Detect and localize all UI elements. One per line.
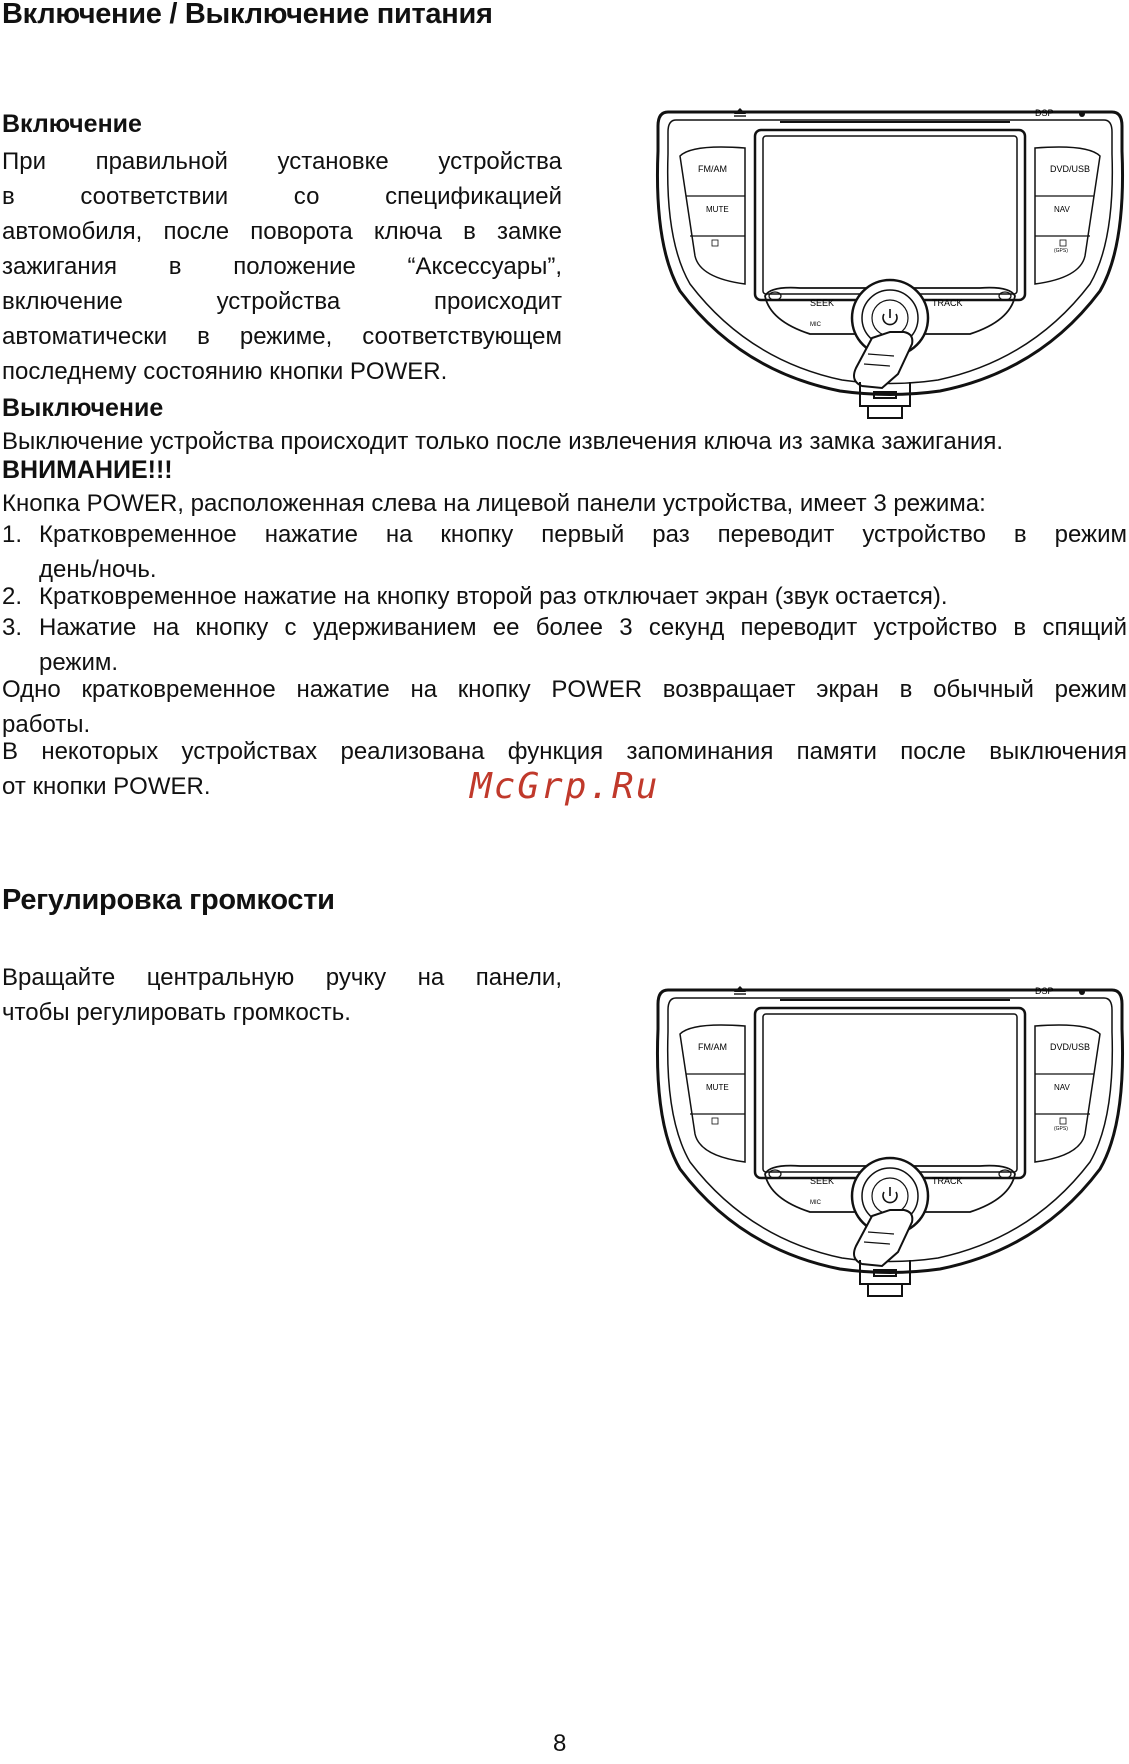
label-gps: (GPS): [1054, 248, 1068, 254]
section-on-line: в соответствии со спецификацией: [2, 183, 562, 210]
indicator-dot: [1079, 111, 1085, 117]
label-dvd-usb: DVD/USB: [1050, 164, 1091, 174]
watermark: McGrp.Ru: [470, 766, 660, 807]
section-volume-title: Регулировка громкости: [2, 884, 335, 916]
head-unit-illustration-volume: [650, 984, 1129, 1329]
label-track: TRACK: [932, 298, 963, 308]
list-number: 1.: [2, 521, 23, 548]
label-dvd-usb: DVD/USB: [1050, 1042, 1091, 1052]
label-mic: MIC: [810, 1200, 821, 1206]
map-card-icon: [1060, 240, 1066, 246]
section-on-line: При правильной установке устройства: [2, 148, 562, 175]
section-on-body: [2, 144, 562, 389]
label-dsp: DSP: [1035, 986, 1054, 996]
list-line: режим.: [39, 649, 119, 676]
label-mic: MIC: [810, 322, 821, 328]
section-on-line: автомобиля, после поворота ключа в замке: [2, 218, 562, 245]
list-number: 3.: [2, 614, 23, 641]
paragraph-line: от кнопки POWER.: [2, 773, 211, 800]
paragraph-line: В некоторых устройствах реализована функция запоминания памяти после выключения: [2, 738, 1127, 765]
sd-card-icon: [712, 240, 718, 246]
section-on-line: включение устройства происходит: [2, 288, 562, 315]
section-on-line: зажигания в положение “Аксессуары”,: [2, 253, 562, 280]
section-off-line: Выключение устройства происходит только после извлечения ключа из замка зажигания.: [2, 428, 1004, 455]
label-mute: MUTE: [706, 1083, 729, 1092]
power-button-intro: Кнопка POWER, расположенная слева на лицевой панели устройства, имеет 3 режима:: [2, 490, 986, 517]
label-mute: MUTE: [706, 205, 729, 214]
page-title: Включение / Выключение питания: [2, 0, 493, 30]
paragraph-line: работы.: [2, 711, 91, 738]
list-item: [2, 517, 1127, 587]
warning-text: ВНИМАНИЕ!!!: [2, 456, 173, 484]
section-volume-line: Вращайте центральную ручку на панели,: [2, 964, 562, 991]
label-dsp: DSP: [1035, 108, 1054, 118]
paragraph-line: Одно кратковременное нажатие на кнопку POWER возвращает экран в обычный режим: [2, 676, 1127, 703]
list-line: Кратковременное нажатие на кнопку первый раз переводит устройство в режим: [39, 521, 1127, 548]
sd-card-icon: [712, 1118, 718, 1124]
label-nav: NAV: [1054, 1083, 1070, 1092]
section-on-line: последнему состоянию кнопки POWER.: [2, 358, 448, 385]
label-nav: NAV: [1054, 205, 1070, 214]
list-item: [2, 610, 1127, 680]
list-line: Кратковременное нажатие на кнопку второй раз отключает экран (звук остается).: [39, 583, 948, 610]
section-volume-body: [2, 960, 562, 1030]
label-seek: SEEK: [810, 1176, 835, 1186]
label-fm-am: FM/AM: [698, 1042, 727, 1052]
label-seek: SEEK: [810, 298, 835, 308]
section-volume-line: чтобы регулировать громкость.: [2, 999, 351, 1026]
list-number: 2.: [2, 583, 23, 610]
label-fm-am: FM/AM: [698, 164, 727, 174]
paragraph-screen-restore: [2, 672, 1127, 742]
list-item: [2, 579, 1127, 614]
list-line: Нажатие на кнопку с удерживанием ее более 3 секунд переводит устройство в спящий: [39, 614, 1127, 641]
section-on-title: Включение: [2, 110, 142, 138]
head-unit-illustration: [650, 106, 1129, 451]
map-card-icon: [1060, 1118, 1066, 1124]
label-track: TRACK: [932, 1176, 963, 1186]
section-on-line: автоматически в режиме, соответствующем: [2, 323, 562, 350]
list-line: день/ночь.: [39, 556, 157, 583]
page-number: 8: [553, 1730, 567, 1757]
indicator-dot: [1079, 989, 1085, 995]
label-gps: (GPS): [1054, 1126, 1068, 1132]
section-off-title: Выключение: [2, 394, 164, 422]
